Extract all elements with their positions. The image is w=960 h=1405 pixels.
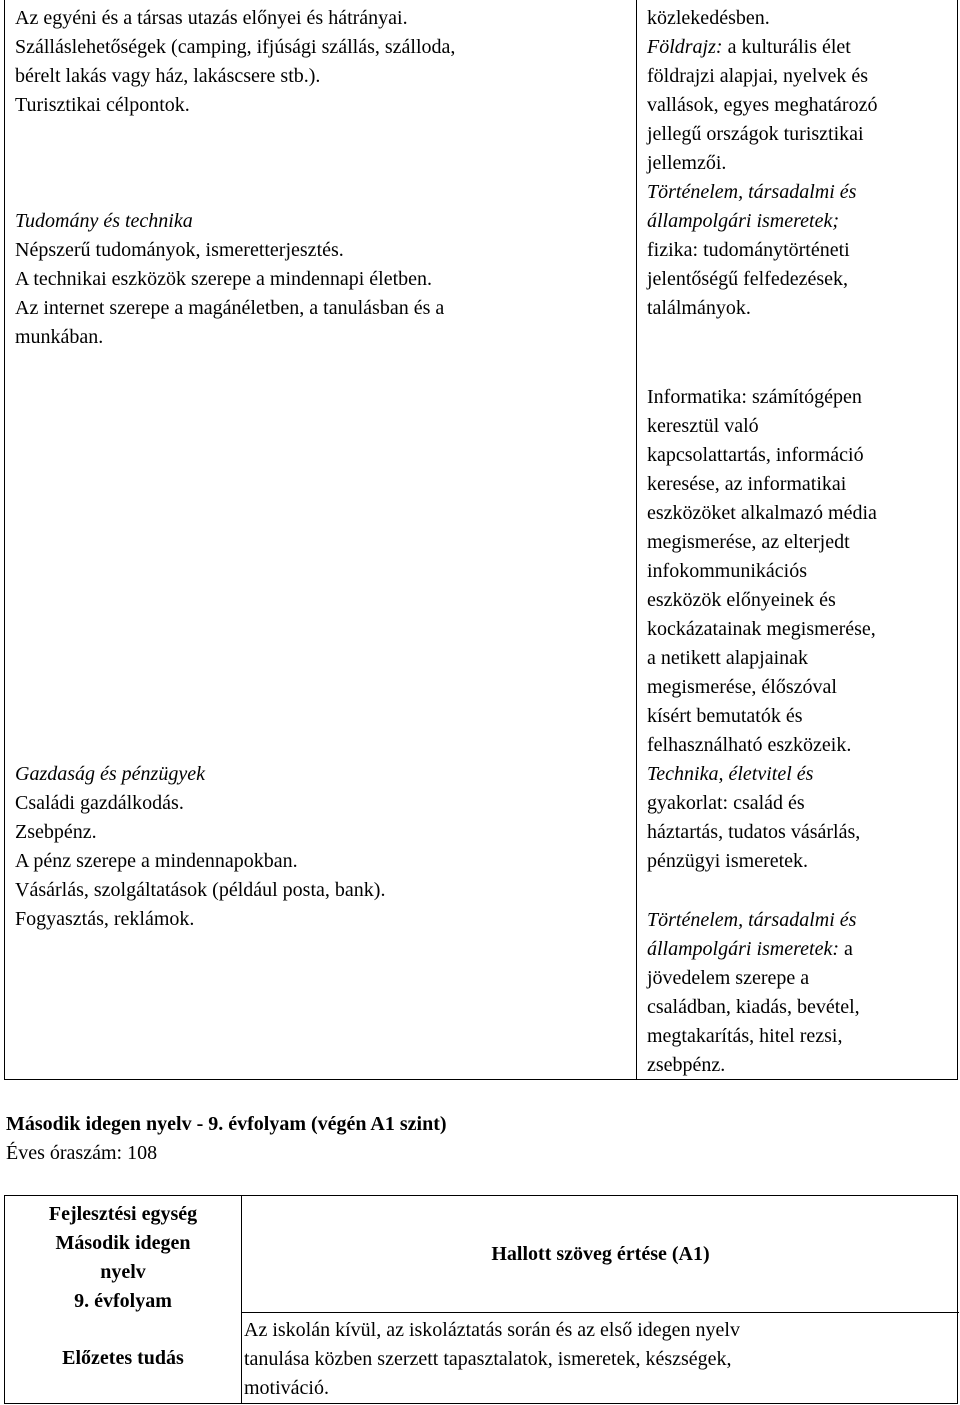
text-line: infokommunikációs [647,560,807,582]
text-line: gyakorlat: család és [647,792,805,814]
connections-part-1 [647,4,947,323]
text-line: Fogyasztás, reklámok. [15,908,195,930]
text-line: jelentőségű felfedezések, [647,268,849,290]
subject-name: Földrajz: [647,36,723,58]
unit-label-line: nyelv [100,1261,146,1283]
text-line: családban, kiadás, bevétel, [647,996,860,1018]
text-line: földrajzi alapjai, nyelvek és [647,65,869,87]
text-line: keresése, az informatikai [647,473,847,495]
subject-name: állampolgári ismeretek: [647,938,840,960]
table-divider [241,1312,959,1313]
unit-label-cell [5,1196,241,1405]
text-line: jellemzői. [647,152,727,174]
prior-knowledge-text [244,1316,944,1403]
text-line: találmányok. [647,297,751,319]
text-run: a kulturális élet [722,36,851,58]
unit-label-line: Második idegen [55,1232,191,1254]
science-topics [15,207,615,352]
subject-name: Technika, életvitel és [647,763,814,785]
connections-part-3 [647,906,947,1080]
unit-label-line: 9. évfolyam [74,1290,172,1312]
text-line: Az iskolán kívül, az iskoláztatás során és az első idegen nyelv [244,1319,740,1341]
text-line: háztartás, tudatos vásárlás, [647,821,861,843]
text-line: Zsebpénz. [15,821,97,843]
text-line: Népszerű tudományok, ismeretterjesztés. [15,239,344,261]
text-line: Informatika: számítógépen [647,386,862,408]
text-line: fizika: tudománytörténeti [647,239,850,261]
text-line: Turisztikai célpontok. [15,94,190,116]
text-line: bérelt lakás vagy ház, lakáscsere stb.). [15,65,321,87]
text-line: megismerése, élőszóval [647,676,837,698]
text-line: zsebpénz. [647,1054,726,1076]
travel-topics [15,4,615,120]
subject-name: Történelem, társadalmi és [647,909,857,931]
text-line: eszközöket alkalmazó média [647,502,877,524]
text-line: jövedelem szerepe a [647,967,810,989]
text-line: Szálláslehetőségek (camping, ifjúsági szállás, szálloda, [15,36,456,58]
topic-heading: Tudomány és technika [15,210,193,232]
text-line: közlekedésben. [647,7,770,29]
text-line: eszközök előnyeinek és [647,589,836,611]
text-line: kockázatainak megismerése, [647,618,876,640]
text-line: kísért bemutatók és [647,705,803,727]
text-line: A technikai eszközök szerepe a mindennapi életben. [15,268,433,290]
column-divider [636,0,637,1080]
text-line: keresztül való [647,415,759,437]
text-line: Vásárlás, szolgáltatások (például posta, bank). [15,879,386,901]
text-line: Családi gazdálkodás. [15,792,184,814]
text-line: motiváció. [244,1377,329,1399]
history-line [647,935,947,964]
text-line: pénzügyi ismeretek. [647,850,809,872]
text-line: jellegű országok turisztikai [647,123,864,145]
annual-hours: Éves óraszám: 108 [6,1142,158,1164]
unit-title-cell [242,1196,959,1312]
text-line: Az egyéni és a társas utazás előnyei és hátrányai. [15,7,408,29]
text-run: a [839,938,853,960]
text-line: felhasználható eszközeik. [647,734,852,756]
text-line: megtakarítás, hitel rezsi, [647,1025,843,1047]
section-title: Második idegen nyelv - 9. évfolyam (végén A1 szint) [6,1113,447,1135]
text-line: Az internet szerepe a magánéletben, a tanulásban és a [15,297,445,319]
geography-line [647,33,947,62]
prior-knowledge-label: Előzetes tudás [62,1347,184,1369]
text-line: tanulása közben szerzett tapasztalatok, ismeretek, készségek, [244,1348,732,1370]
text-line: a netikett alapjainak [647,647,809,669]
section-heading [6,1110,447,1168]
text-line: munkában. [15,326,104,348]
subject-name: Történelem, társadalmi és [647,181,857,203]
text-line: megismerése, az elterjedt [647,531,850,553]
topic-heading: Gazdaság és pénzügyek [15,763,205,785]
economy-topics [15,760,615,934]
text-line: A pénz szerepe a mindennapokban. [15,850,298,872]
unit-title: Hallott szöveg értése (A1) [491,1242,710,1265]
unit-label-line: Fejlesztési egység [48,1203,198,1225]
text-line: kapcsolattartás, információ [647,444,864,466]
text-line: vallások, egyes meghatározó [647,94,878,116]
connections-part-2 [647,383,947,876]
subject-name: állampolgári ismeretek; [647,210,840,232]
